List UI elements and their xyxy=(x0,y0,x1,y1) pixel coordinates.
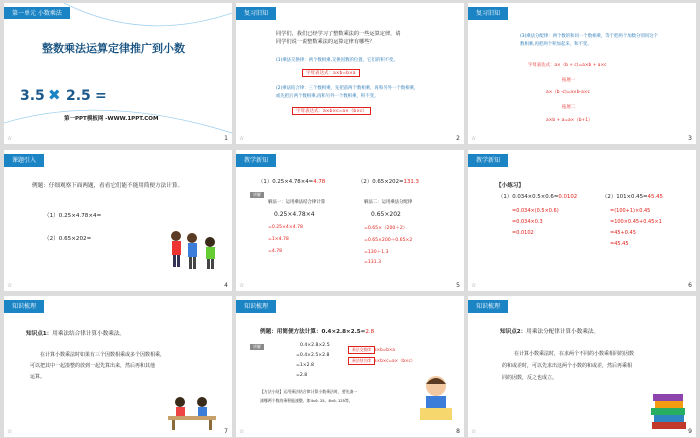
star-icon: ☆ xyxy=(239,135,245,142)
step-line: =2.8 xyxy=(296,373,308,378)
section-tag: 知识梳理 xyxy=(236,300,276,313)
step-line: =45+0.45 xyxy=(610,230,636,236)
body-line: 的和或差时，可以先求出这两个小数的和或差，然后再乘相 xyxy=(502,363,633,369)
step-line: =1×2.8 xyxy=(296,363,314,368)
body-line: 同的因数，反之也成立。 xyxy=(502,375,558,381)
star-icon: ☆ xyxy=(239,282,245,289)
decorative-curve xyxy=(4,3,232,144)
body-line: 可以把其中一起凑整的放到一起先算出来，然后再和其他 xyxy=(30,363,156,369)
knowledge-point: 知识点2：用乘法分配律计算小数乘法。 xyxy=(500,329,600,335)
section-tag: 教学新知 xyxy=(468,154,508,167)
explain-label: 讲解 xyxy=(250,192,264,198)
step-line: =130＋1.3 xyxy=(364,250,389,255)
law-label: 乘法交换律 xyxy=(348,346,375,354)
example-line: 例题：用简便方法计算：0.4×2.8×2.5=2.8 xyxy=(260,329,375,335)
section-tag: 课题引入 xyxy=(4,154,44,167)
slide-number: 8 xyxy=(456,428,460,435)
step-line: =(100+1)×0.45 xyxy=(610,208,651,214)
star-icon: ☆ xyxy=(471,135,477,142)
section-tag: 复习旧知 xyxy=(468,7,508,20)
unit-tag: 第一单元 小数乘法 xyxy=(4,7,70,19)
expr-a: 3.5 xyxy=(20,88,45,104)
section-tag: 教学新知 xyxy=(236,154,276,167)
body-line: 在计算小数乘法时如果有三个因数相乘或多个因数相乘， xyxy=(40,352,166,358)
expr-eq: = xyxy=(95,88,107,104)
practice-line: （2）101×0.45=45.45 xyxy=(602,194,663,200)
intro-line: 同学们，我们已经学习了整数乘法的一些运算定律，请 xyxy=(276,31,401,37)
step-line: =0.4×2.5×2.8 xyxy=(296,353,330,358)
slide-thumbnail-7[interactable] xyxy=(4,296,232,437)
extension-formula: a×（b -c)=a×b-a×c xyxy=(546,90,590,95)
expr-b: 2.5 xyxy=(66,88,91,104)
slide-thumbnail-4[interactable] xyxy=(4,150,232,291)
students-illustration xyxy=(164,390,220,432)
footer-text: 第一PPT模板网 -WWW.1PPT.COM xyxy=(64,116,159,122)
student-reading-illustration xyxy=(414,372,458,428)
step-head: 0.25×4.78×4 xyxy=(274,211,315,218)
step-line: 0.4×2.8×2.5 xyxy=(300,343,330,348)
slide-number: 1 xyxy=(224,135,228,142)
question-1: （1）0.25×4.78×4= xyxy=(44,213,102,219)
books-illustration xyxy=(648,388,690,434)
step-line: =0.25×4×4.78 xyxy=(268,225,303,230)
practice-line: （1）0.034×0.5×0.6=0.0102 xyxy=(498,194,578,200)
practice-heading: 【小练习】 xyxy=(496,183,524,189)
slide-number: 6 xyxy=(688,282,692,289)
slide-title: 整数乘法运算定律推广到小数 xyxy=(42,42,185,55)
slide-thumbnail-1[interactable] xyxy=(4,3,232,144)
step-line: =0.034×(0.5×0.6) xyxy=(512,208,559,214)
slide-number: 2 xyxy=(456,135,460,142)
step-line: =4.78 xyxy=(268,249,283,254)
knowledge-point: 知识点1：用乘法结合律计算小数乘法。 xyxy=(26,331,126,337)
method-label: 解法一：运用乘法结合律计算 xyxy=(268,200,326,205)
step-line: =0.0102 xyxy=(512,230,534,236)
law-label: 乘法结合律 xyxy=(348,357,375,365)
law-text: (3)乘法分配律：两个数的和同一个数相乘，等于把两个加数分别同这个 xyxy=(520,34,658,39)
intro-line: 同学们说一说整数乘法的运算定律有哪些？ xyxy=(276,39,375,45)
star-icon: ☆ xyxy=(7,282,13,289)
section-tag: 复习旧知 xyxy=(236,7,276,20)
extension-label: 拓展二 xyxy=(562,105,576,110)
slide-number: 7 xyxy=(224,428,228,435)
step-line: =1×4.78 xyxy=(268,237,289,242)
slide-thumbnail-6[interactable] xyxy=(468,150,696,291)
step-line: =100×0.45+0.45×1 xyxy=(610,219,662,225)
formula-box: 字母表达式：a×b×c=a×（b×c） xyxy=(292,107,371,115)
formula-text: 字母表达式：a×（b + c)=a×b + a×c xyxy=(528,63,607,68)
explain-label: 讲解 xyxy=(250,344,264,350)
slide-thumbnail-2[interactable] xyxy=(236,3,464,144)
section-tag: 知识梳理 xyxy=(4,300,44,313)
star-icon: ☆ xyxy=(7,428,13,435)
section-tag: 知识梳理 xyxy=(468,300,508,313)
body-line: 运算。 xyxy=(30,374,46,380)
method-note: 【方法小结】运用乘法结合律计算小数乘法时，要先凑一 xyxy=(260,389,358,394)
step-line: =0.65×200＋0.65×2 xyxy=(364,238,413,243)
slide-thumbnail-8[interactable] xyxy=(236,296,464,437)
law-text: 或先把后两个数相乘,再和另外一个数相乘，积不变。 xyxy=(276,94,379,99)
star-icon: ☆ xyxy=(471,282,477,289)
extension-label: 拓展一 xyxy=(562,78,576,83)
star-icon: ☆ xyxy=(471,428,477,435)
example-text: 例题：仔细观察下面两题，看看它们能不能用简便方法计算。 xyxy=(32,183,184,189)
answer-line: （2）0.65×202=131.3 xyxy=(358,179,419,185)
answer-line: （1）0.25×4.78×4=4.78 xyxy=(258,179,326,185)
slide-thumbnail-5[interactable] xyxy=(236,150,464,291)
multiply-icon: ✖ xyxy=(48,86,61,104)
slide-thumbnail-9[interactable] xyxy=(468,296,696,437)
law-formula: a×b=b×a xyxy=(374,347,395,352)
law-formula: a×b×c=a×（b×c） xyxy=(374,358,415,363)
slide-thumbnail-3[interactable] xyxy=(468,3,696,144)
step-line: =45.45 xyxy=(610,241,629,247)
slide-number: 4 xyxy=(224,282,228,289)
body-line: 在计算小数乘法时，在求两个不同的小数乘相同的因数 xyxy=(514,351,635,357)
step-line: =0.034×0.3 xyxy=(512,219,543,225)
children-illustration xyxy=(162,228,224,280)
law-text: 数相乘,再把两个积加起来，和不变。 xyxy=(520,42,592,47)
slide-number: 9 xyxy=(688,428,692,435)
step-line: =0.65×（200＋2） xyxy=(364,226,408,231)
slide-number: 5 xyxy=(456,282,460,289)
question-2: （2）0.65×202= xyxy=(44,236,92,242)
law-text: (2)乘法结合律：三个数相乘，先把前两个数相乘，再和另外一个数相乘， xyxy=(276,86,419,91)
star-icon: ☆ xyxy=(239,428,245,435)
step-line: =131.3 xyxy=(364,260,382,265)
formula-box: 字母表达式：a×b=b×a xyxy=(302,69,360,77)
law-text: (1)乘法交换律：两个数相乘,交换因数的位置，它们的积不变。 xyxy=(276,58,398,63)
method-note: 凑哪两个数的乘积能凑整，如4×0.25、8×0.125等。 xyxy=(260,398,353,403)
extension-formula: a×b + a=a×（b+1） xyxy=(546,118,593,123)
method-label: 解法二：运用乘法分配律 xyxy=(364,200,413,205)
step-head: 0.65×202 xyxy=(371,211,401,218)
star-icon: ☆ xyxy=(7,135,13,142)
slide-number: 3 xyxy=(688,135,692,142)
